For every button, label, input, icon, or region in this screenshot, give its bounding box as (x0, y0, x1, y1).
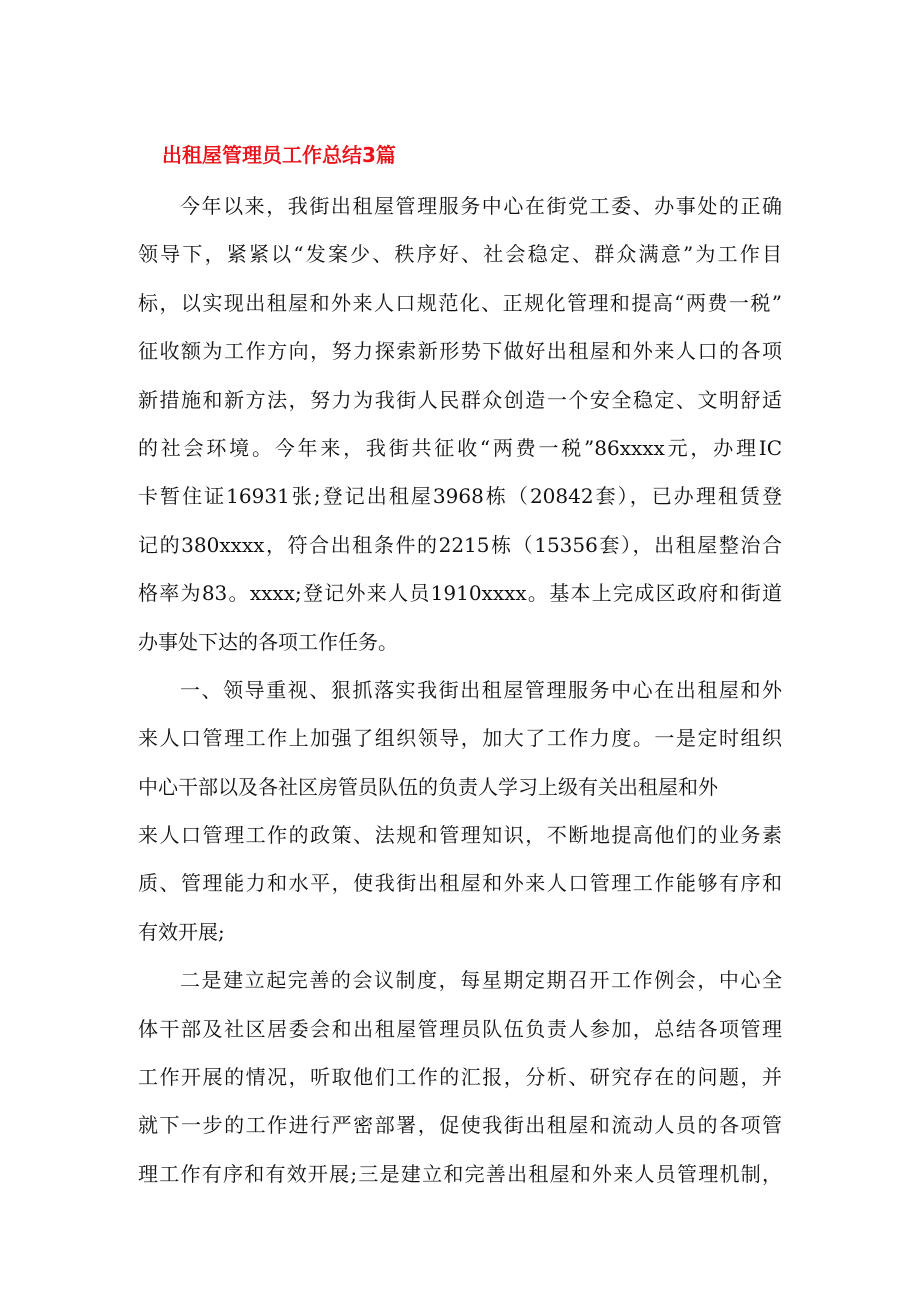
text-line: 体干部及社区居委会和出租屋管理员队伍负责人参加，总结各项管理 (138, 1016, 782, 1041)
text-line: 工作开展的情况，听取他们工作的汇报，分析、研究存在的问题，并 (138, 1065, 782, 1090)
text-line: 有效开展; (138, 919, 225, 944)
text-line: 理工作有序和有效开展;三是建立和完善出租屋和外来人员管理机制， (138, 1161, 782, 1186)
text-line: 的社会环境。今年来，我街共征收“两费一税”86xxxx元，办理IC (138, 435, 782, 460)
text-line: 卡暂住证16931张;登记出租屋3968栋（20842套），已办理租赁登 (138, 484, 782, 509)
text-line: 一、领导重视、狠抓落实我街出租屋管理服务中心在出租屋和外 (180, 677, 782, 702)
text-line: 征收额为工作方向，努力探索新形势下做好出租屋和外来人口的各项 (138, 339, 782, 364)
text-line: 记的380xxxx，符合出租条件的2215栋（15356套），出租屋整治合 (138, 532, 782, 557)
text-line: 二是建立起完善的会议制度，每星期定期召开工作例会，中心全 (180, 968, 782, 993)
text-line: 领导下，紧紧以“发案少、秩序好、社会稳定、群众满意”为工作目 (138, 242, 782, 267)
text-line: 办事处下达的各项工作任务。 (138, 629, 398, 654)
text-line: 质、管理能力和水平，使我街出租屋和外来人口管理工作能够有序和 (138, 871, 782, 896)
text-line: 格率为83。xxxx;登记外来人员1910xxxx。基本上完成区政府和街道 (138, 581, 782, 606)
document-body (138, 182, 782, 1198)
text-line: 新措施和新方法，努力为我街人民群众创造一个安全稳定、文明舒适 (138, 387, 782, 412)
text-line: 中心干部以及各社区房管员队伍的负责人学习上级有关出租屋和外 (138, 774, 718, 799)
paragraph-intro (138, 182, 782, 666)
text-line: 标，以实现出租屋和外来人口规范化、正规化管理和提高“两费一税” (138, 290, 782, 315)
document-title: 出租屋管理员工作总结3篇 (162, 143, 396, 167)
text-line: 今年以来，我街出租屋管理服务中心在街党工委、办事处的正确 (180, 194, 782, 218)
text-line: 来人口管理工作上加强了组织领导，加大了工作力度。一是定时组织 (138, 726, 782, 751)
paragraph-leadership (138, 666, 782, 956)
text-line: 来人口管理工作的政策、法规和管理知识，不断地提高他们的业务素 (138, 823, 782, 848)
text-line: 就下一步的工作进行严密部署，促使我街出租屋和流动人员的各项管 (138, 1113, 782, 1138)
paragraph-meetings (138, 956, 782, 1198)
